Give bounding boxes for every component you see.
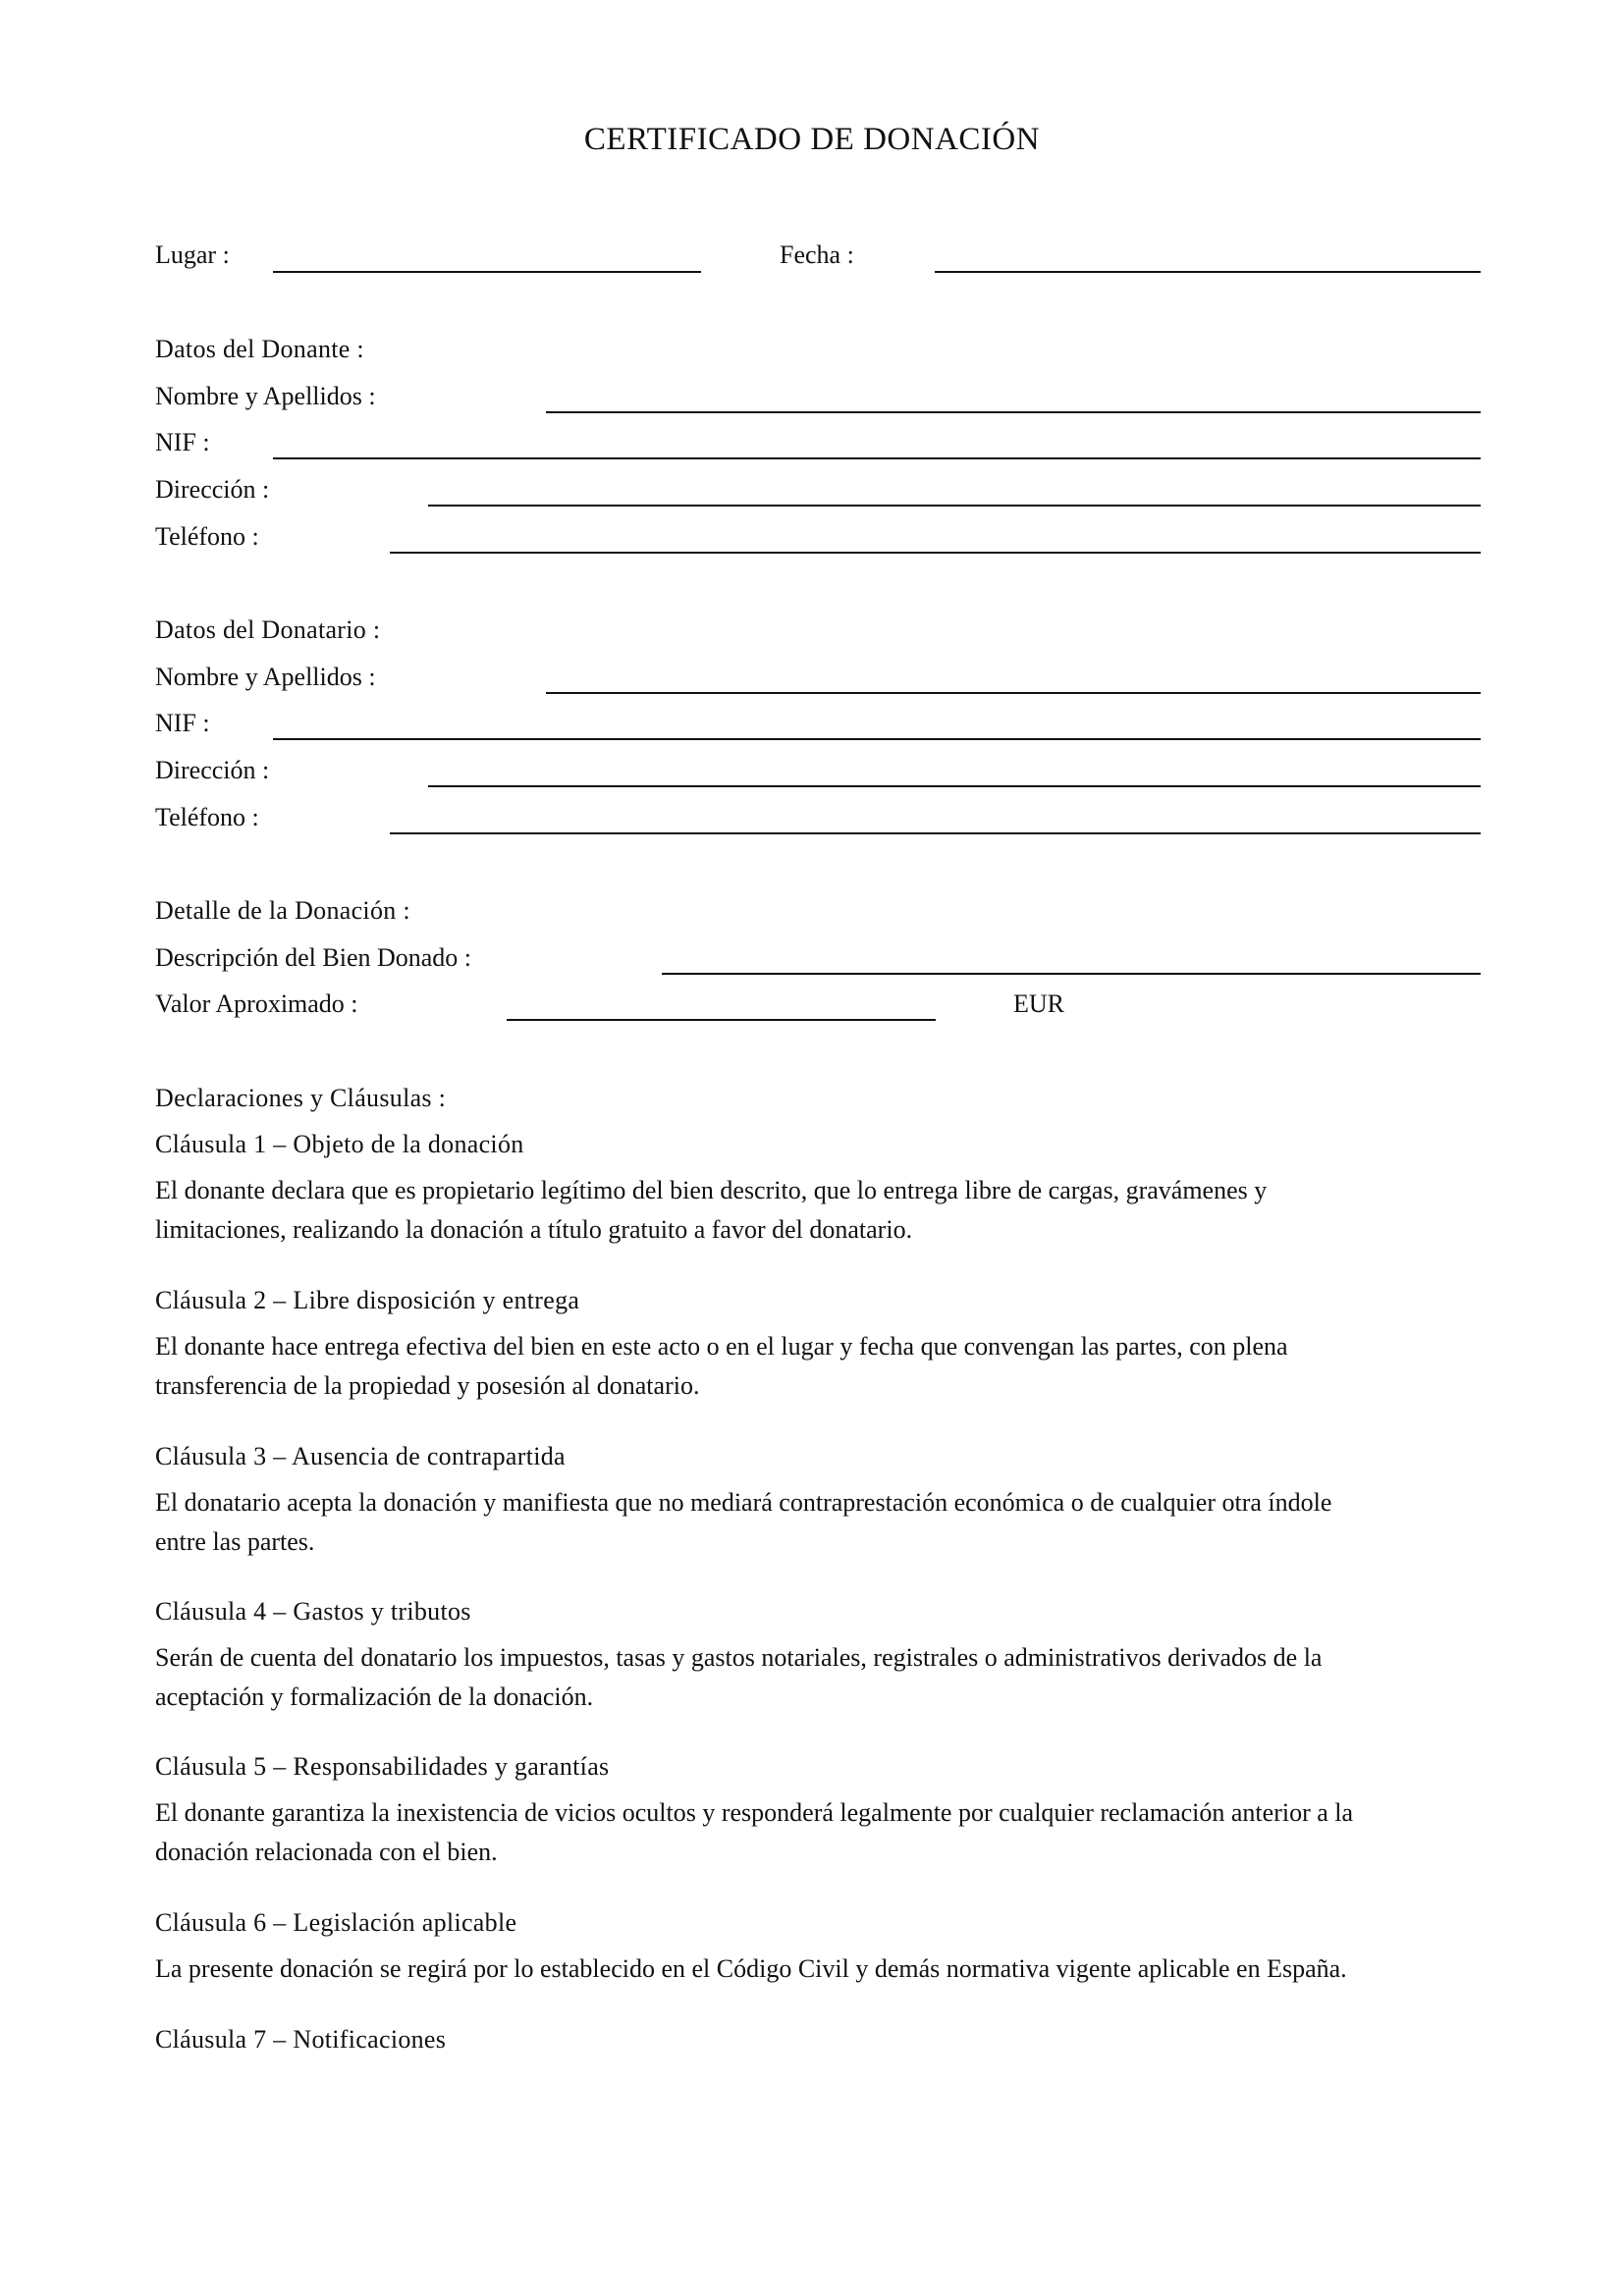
donee-heading: Datos del Donatario : — [155, 615, 381, 644]
clause-2-title: Cláusula 2 – Libre disposición y entrega — [155, 1286, 580, 1314]
place-field[interactable] — [273, 271, 701, 273]
clause-2-line-1: El donante hace entrega efectiva del bien en este acto o en el lugar y fecha que convengan las partes, con plena — [155, 1332, 1288, 1361]
donor-address-field[interactable] — [428, 505, 1481, 507]
clause-6-title: Cláusula 6 – Legislación aplicable — [155, 1908, 517, 1937]
donor-phone-field[interactable] — [390, 552, 1481, 554]
donor-heading: Datos del Donante : — [155, 335, 364, 363]
donation-value-field[interactable] — [507, 1019, 936, 1021]
currency-label: EUR — [1013, 989, 1064, 1018]
clause-6-text — [155, 1949, 1481, 1989]
donation-description-label: Descripción del Bien Donado : — [155, 943, 472, 972]
date-label: Fecha : — [780, 240, 854, 269]
clause-1-text — [155, 1171, 1481, 1250]
place-label: Lugar : — [155, 240, 230, 269]
donee-nif-field[interactable] — [273, 738, 1481, 740]
donation-value-label: Valor Aproximado : — [155, 989, 358, 1018]
document-title: CERTIFICADO DE DONACIÓN — [583, 122, 1041, 157]
clause-6-line-1: La presente donación se regirá por lo establecido en el Código Civil y demás normativa vigente aplicable en España. — [155, 1954, 1347, 1983]
clause-2-line-2: transferencia de la propiedad y posesión al donatario. — [155, 1371, 700, 1400]
clause-4-line-2: aceptación y formalización de la donación. — [155, 1682, 594, 1711]
donor-phone-label: Teléfono : — [155, 522, 259, 551]
donee-name-label: Nombre y Apellidos : — [155, 663, 376, 691]
donee-phone-field[interactable] — [390, 832, 1481, 834]
clause-7-title: Cláusula 7 – Notificaciones — [155, 2025, 447, 2054]
donation-description-field[interactable] — [662, 973, 1481, 975]
clause-3-line-1: El donatario acepta la donación y manifiesta que no mediará contraprestación económica o de cualquier otra índole — [155, 1488, 1332, 1517]
donor-nif-label: NIF : — [155, 428, 210, 456]
clause-3-line-2: entre las partes. — [155, 1527, 315, 1556]
clause-5-line-1: El donante garantiza la inexistencia de vicios ocultos y responderá legalmente por cualquier reclamación anterior a la — [155, 1798, 1354, 1827]
clause-5-line-2: donación relacionada con el bien. — [155, 1838, 498, 1866]
date-field[interactable] — [935, 271, 1481, 273]
donee-nif-label: NIF : — [155, 709, 210, 737]
clause-1-line-2: limitaciones, realizando la donación a título gratuito a favor del donatario. — [155, 1215, 913, 1244]
clause-1-line-1: El donante declara que es propietario legítimo del bien descrito, que lo entrega libre de cargas, gravámenes y — [155, 1176, 1268, 1204]
clause-4-line-1: Serán de cuenta del donatario los impuestos, tasas y gastos notariales, registrales o administrativos derivados de la — [155, 1643, 1323, 1672]
donee-phone-label: Teléfono : — [155, 803, 259, 831]
clause-5-text — [155, 1793, 1481, 1872]
donee-address-label: Dirección : — [155, 756, 270, 784]
clause-3-text — [155, 1483, 1481, 1562]
clause-1-title: Cláusula 1 – Objeto de la donación — [155, 1130, 524, 1158]
clause-3-title: Cláusula 3 – Ausencia de contrapartida — [155, 1442, 566, 1470]
donee-name-field[interactable] — [546, 692, 1481, 694]
donor-name-field[interactable] — [546, 411, 1481, 413]
donee-address-field[interactable] — [428, 785, 1481, 787]
clause-2-text — [155, 1327, 1481, 1406]
donation-heading: Detalle de la Donación : — [155, 896, 410, 925]
donor-nif-field[interactable] — [273, 457, 1481, 459]
clause-4-title: Cláusula 4 – Gastos y tributos — [155, 1597, 471, 1626]
clauses-heading: Declaraciones y Cláusulas : — [155, 1084, 447, 1112]
clause-5-title: Cláusula 5 – Responsabilidades y garantías — [155, 1752, 610, 1781]
clause-4-text — [155, 1638, 1481, 1717]
donor-name-label: Nombre y Apellidos : — [155, 382, 376, 410]
donor-address-label: Dirección : — [155, 475, 270, 504]
